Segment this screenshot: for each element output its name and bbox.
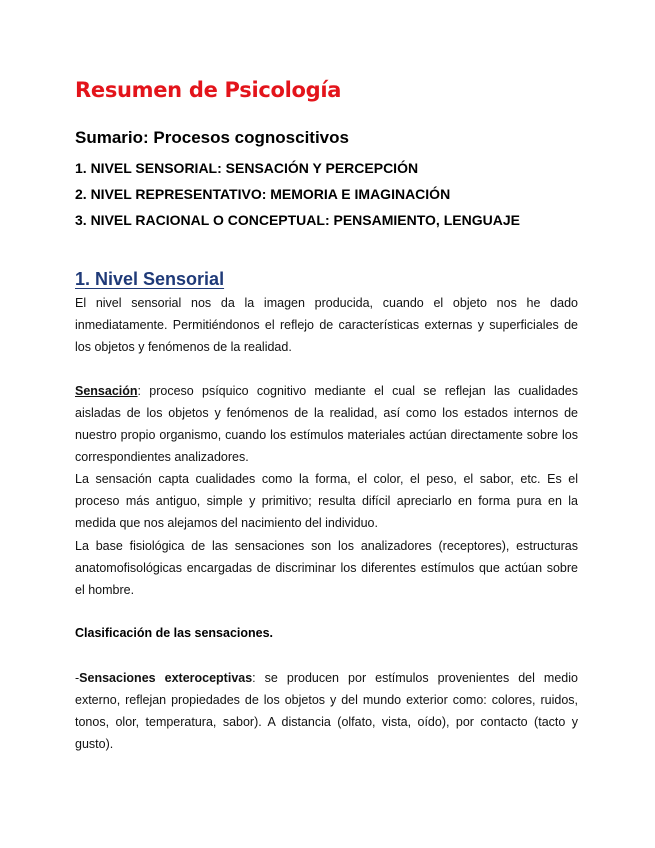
- sensacion-paragraph-2: La sensación capta cualidades como la forma, el color, el peso, el sabor, etc. Es el proceso más antiguo, simple y primitivo; resulta difícil apreciarlo en forma pura en la medida que nos alejamos del nacimiento del individuo.: [75, 472, 578, 530]
- sensacion-paragraph: [75, 380, 578, 468]
- exteroceptive-text: : se producen por estímulos provenientes del medio externo, reflejan propiedades de los objetos y del mundo exterior como: colores, ruidos, tonos, olor, temperatura, sabor). A distancia (olfato, vista, oído), por contacto (tacto y gusto).: [75, 671, 578, 751]
- level-item-3: 3. NIVEL RACIONAL O CONCEPTUAL: PENSAMIENTO, LENGUAJE: [75, 212, 520, 228]
- document-title: Resumen de Psicología: [75, 78, 342, 102]
- sensacion-term: Sensación: [75, 384, 138, 398]
- exteroceptive-term: Sensaciones exteroceptivas: [79, 671, 253, 685]
- exteroceptive-paragraph: [75, 667, 578, 755]
- summary-heading: Sumario: Procesos cognoscitivos: [75, 128, 349, 147]
- sensacion-definition: : proceso psíquico cognitivo mediante el cual se reflejan las cualidades aisladas de los objetos y fenómenos de la realidad, así como los estados internos de nuestro propio organismo, cuando los estímulos materiales actúan directamente sobre los correspondientes analizadores.: [75, 384, 578, 464]
- sensacion-paragraph-3: La base fisiológica de las sensaciones son los analizadores (receptores), estructuras anatomofisológicas encargadas de discriminar los diferentes estímulos que actúan sobre el hombre.: [75, 539, 578, 597]
- section-heading-nivel-sensorial: 1. Nivel Sensorial: [75, 269, 225, 289]
- intro-paragraph: El nivel sensorial nos da la imagen producida, cuando el objeto nos he dado inmediatamente. Permitiéndonos el reflejo de características externas y superficiales de los objetos y fenómenos de la realidad.: [75, 296, 578, 354]
- exteroceptive-prefix: -: [75, 671, 80, 685]
- classification-heading: Clasificación de las sensaciones.: [75, 626, 274, 640]
- level-item-2: 2. NIVEL REPRESENTATIVO: MEMORIA E IMAGINACIÓN: [75, 186, 451, 202]
- level-item-1: 1. NIVEL SENSORIAL: SENSACIÓN Y PERCEPCIÓN: [75, 160, 419, 176]
